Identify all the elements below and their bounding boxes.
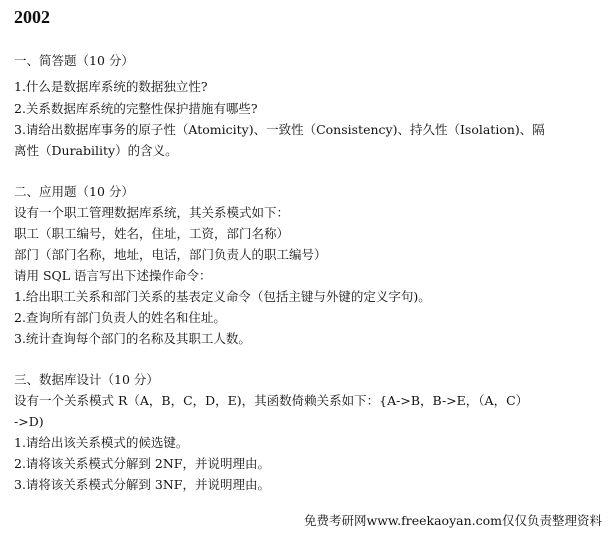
section3-heading: 三、数据库设计（10 分） xyxy=(14,372,159,387)
section3-intro-line1: 设有一个关系模式 R（A，B，C，D，E)，其函数倚赖关系如下：{A->B，B->E，（A，C） xyxy=(14,393,529,408)
section2-schema-department: 部门（部门名称，地址，电话，部门负责人的职工编号） xyxy=(14,247,327,262)
section1-question-2: 2.关系数据库系统的完整性保护措施有哪些? xyxy=(14,101,258,116)
footer-watermark-text: 免费考研网www.freekaoyan.com仅仅负责整理资料 xyxy=(304,513,602,528)
section1-heading: 一、简答题（10 分） xyxy=(14,53,134,68)
section2-question-1: 1.给出职工关系和部门关系的基表定义命令（包括主键与外键的定义字句)。 xyxy=(14,289,431,304)
section1-question-3-line1: 3.请给出数据库事务的原子性（Atomicity)、一致性（Consistency)、持久性（Isolation)、隔 xyxy=(14,122,545,137)
section3-question-2: 2.请将该关系模式分解到 2NF，并说明理由。 xyxy=(14,456,270,471)
page-title: 2002 xyxy=(14,7,50,27)
section1-question-1: 1.什么是数据库系统的数据独立性? xyxy=(14,79,208,94)
section3-intro-line2: ->D) xyxy=(14,414,44,429)
section2-schema-employee: 职工（职工编号，姓名，住址，工资，部门名称） xyxy=(14,226,290,241)
section1-question-3-line2: 离性（Durability）的含义。 xyxy=(14,143,178,158)
section2-instruction: 请用 SQL 语言写出下述操作命令： xyxy=(14,268,212,283)
section3-question-1: 1.请给出该关系模式的候选键。 xyxy=(14,435,189,450)
section2-intro: 设有一个职工管理数据库系统，其关系模式如下： xyxy=(14,205,290,220)
section2-question-2: 2.查询所有部门负责人的姓名和住址。 xyxy=(14,310,226,325)
section3-question-3: 3.请将该关系模式分解到 3NF，并说明理由。 xyxy=(14,477,270,492)
section2-heading: 二、应用题（10 分） xyxy=(14,184,134,199)
section2-question-3: 3.统计查询每个部门的名称及其职工人数。 xyxy=(14,331,251,346)
